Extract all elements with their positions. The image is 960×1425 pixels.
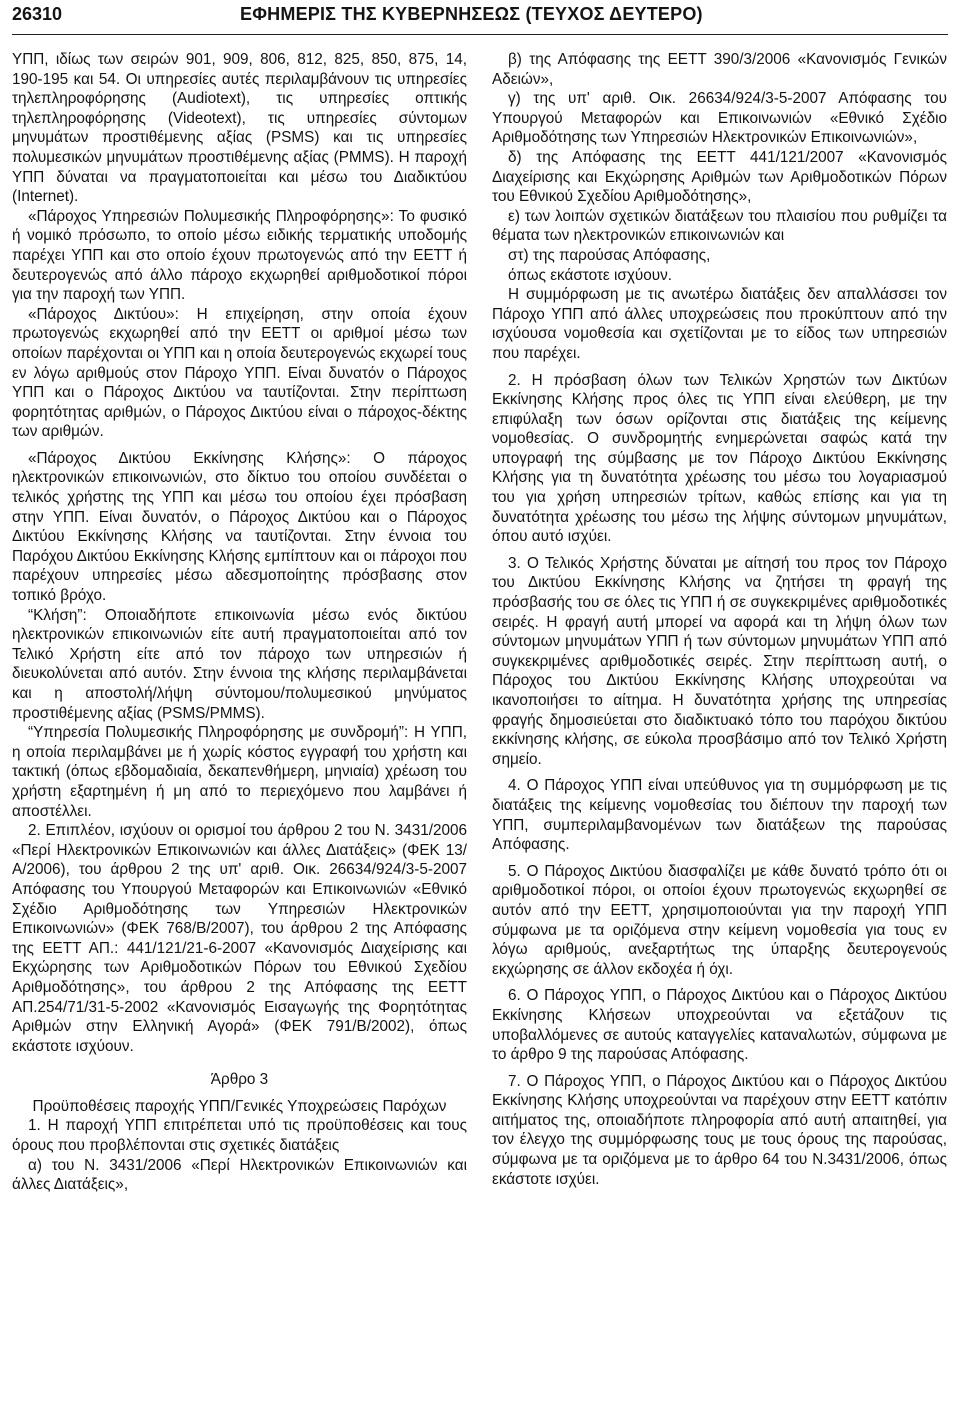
list-item-d: δ) της Απόφασης της ΕΕΤΤ 441/121/2007 «Κανονισμός Διαχείρισης και Εκχώρησης Αριθμών των Αριθμοδοτικών Πόρων του Εθνικού Σχεδίου Αριθμοδότησης», xyxy=(492,148,947,206)
left-column xyxy=(12,50,467,1195)
paragraph-3-4: 4. Ο Πάροχος ΥΠΠ είναι υπεύθυνος για τη συμμόρφωση με τις διατάξεις της κείμενης νομοθεσίας του διέπουν την παροχή των ΥΠΠ, συμπεριλαμβανομένων των διατάξεων της παρούσας Απόφασης. xyxy=(492,777,947,854)
paragraph-3-3: 3. Ο Τελικός Χρήστης δύναται με αίτησή του προς τον Πάροχο του Δικτύου Εκκίνησης Κλήσης να ζητήσει τη φραγή της πρόσβασής του σε όλες τις ΥΠΠ ή σε συγκεκριμένες αριθμοδοτικές σειρές. Η φραγή αυτή μπορεί να αφορά και τη λήψη όλων των σύντομων μηνυμάτων ΥΠΠ ή των σύντομων μηνυμάτων ΥΠΠ από συγκεκριμένες αριθμοδοτικές σειρές. Στην περίπτωση αυτή, ο Πάροχος του Δικτύου Εκκίνησης Κλήσης υποχρεούται να ικανοποιήσει το αίτημα. Η δυνατότητα χρήσης της υπηρεσίας φραγής δημοσιεύεται στο διαδικτυακό τόπο του παρόχου δικτύου εκκίνησης κλήσης, σε εύκολα προσβάσιμο από τον Τελικό Χρήστη σημείο. xyxy=(492,554,947,768)
paragraph-2: 2. Επιπλέον, ισχύουν οι ορισμοί του άρθρου 2 του Ν. 3431/2006 «Περί Ηλεκτρονικών Επικοινωνιών και άλλες Διατάξεις» (ΦΕΚ 13/Α/2006), του άρθρου 2 της υπ' αριθ. Οικ. 26634/924/3-5-2007 Απόφασης του Υπουργού Μεταφορών και Επικοινωνιών «Εθνικό Σχέδιο Αριθμοδότησης των Υπηρεσιών Ηλεκτρονικών Επικοινωνιών» (ΦΕΚ 768/Β/2007), του άρθρου 2 της Απόφασης της ΕΕΤΤ ΑΠ.: 441/121/21-6-2007 «Κανονισμός Διαχείρισης και Εκχώρησης των Αριθμοδοτικών Πόρων του Εθνικού Σχεδίου Αριθμοδότησης», του άρθρου 2 της Απόφασης της ΕΕΤΤ ΑΠ.254/71/31-5-2002 «Κανονισμός Εισαγωγής της Φορητότητας Αριθμών στην Ελληνική Αγορά» (ΦΕΚ 791/Β/2002), όπως εκάστοτε ισχύουν. xyxy=(12,822,467,1055)
definition-subscription-service: “Υπηρεσία Πολυμεσικής Πληροφόρησης με συνδρομή”: Η ΥΠΠ, η οποία περιλαμβάνει με ή χωρίς κόστος εγγραφή του χρήστη και τακτική (όπως εβδομαδιαία, δεκαπενθήμερη, μηνιαία) χρέωση του χρήστη εξαρτημένη ή μη από το περιεχόμενο που λαμβάνει ή αποστέλλει. xyxy=(12,724,467,820)
paragraph: όπως εκάστοτε ισχύουν. xyxy=(508,266,672,284)
paragraph-3-7: 7. Ο Πάροχος ΥΠΠ, ο Πάροχος Δικτύου και ο Πάροχος Δικτύου Εκκίνησης Κλήσης υποχρεούνται να παρέχουν στην ΕΕΤΤ κατόπιν αιτήματος της, οποιαδήποτε πληροφορία από αυτή απαιτηθεί, για τον έλεγχο της συμμόρφωσης τους με τους όρους της παρούσας, σύμφωνα με τα οριζόμενα με το άρθρο 64 του Ν.3431/2006, όπως εκάστοτε ισχύει. xyxy=(492,1072,947,1188)
page-number: 26310 xyxy=(12,4,63,24)
definition-call: “Κλήση”: Οποιαδήποτε επικοινωνία μέσω ενός δικτύου ηλεκτρονικών επικοινωνιών είτε αυτή πραγματοποιείται από τον Τελικό Χρήστη είτε από τον πάροχο των υπηρεσιών ή διευκολύνεται από αυτόν. Στην έννοια της κλήσης περιλαμβάνεται και η αποστολή/λήψη σύντομου/πολυμεσικού μηνύματος προστιθέμενης αξίας (PSMS/PMMS). xyxy=(12,606,467,722)
header-divider xyxy=(12,34,948,35)
paragraph-compliance: Η συμμόρφωση με τις ανωτέρω διατάξεις δεν απαλλάσσει τον Πάροχο ΥΠΠ από άλλες υποχρεώσεις που προκύπτουν από την ισχύουσα νομοθεσία και σχετίζονται με το είδος των υπηρεσιών που παρέχει. xyxy=(492,286,947,362)
page-header xyxy=(12,0,948,34)
definition-provider-ypp: «Πάροχος Υπηρεσιών Πολυμεσικής Πληροφόρησης»: Το φυσικό ή νομικό πρόσωπο, το οποίο μέσω ειδικής τερματικής υποδομής παρέχει ΥΠΠ και στο οποίο έχουν πρωτογενώς από την ΕΕΤΤ ή δευτερογενώς από άλλο πάροχο εκχωρηθεί αριθμοδοτικοί πόροι για την παροχή των ΥΠΠ. xyxy=(12,207,467,304)
list-item-c: γ) της υπ' αριθ. Οικ. 26634/924/3-5-2007 Απόφασης του Υπουργού Μεταφορών και Επικοινωνιών «Εθνικό Σχέδιο Αριθμοδότησης των Υπηρεσιών Ηλεκτρονικών Επικοινωνιών», xyxy=(492,90,947,147)
paragraph-article-3-1: 1. Η παροχή ΥΠΠ επιτρέπεται υπό τις προϋποθέσεις και τους όρους που προβλέπονται στις σχετικές διατάξεις xyxy=(12,1117,467,1155)
paragraph-3-5: 5. Ο Πάροχος Δικτύου διασφαλίζει με κάθε δυνατό τρόπο ότι οι αριθμοδοτικοί πόροι, οι οποίοι έχουν πρωτογενώς εκχωρηθεί σε αυτόν από την ΕΕΤΤ, χρησιμοποιούνται για την παροχή ΥΠΠ σύμφωνα με τα οριζόμενα στην κείμενη νομοθεσία για τους εν λόγω αριθμούς, ανεξαρτήτως της ύπαρξης δευτερογενούς εκχώρησης σε άλλον εκδοχέα ή όχι. xyxy=(492,862,947,978)
paragraph-3-2: 2. Η πρόσβαση όλων των Τελικών Χρηστών των Δικτύων Εκκίνησης Κλήσης προς όλες τις ΥΠΠ είναι ελεύθερη, με την επιφύλαξη των όσων ορίζονται στις διατάξεις της κείμενης νομοθεσίας. Ο συνδρομητής ενημερώνεται σαφώς κατά την υπογραφή της σύμβασης με τον Πάροχο Δικτύου Εκκίνησης Κλήσης για τη δυνατότητα χρέωσης του μέσω του λογαριασμού του για χρήση υπηρεσιών τρίτων, καθώς επίσης και για τη δυνατότητα χρέωσης του μέσω της λήψης σύντομων μηνυμάτων, όπου αυτό ισχύει. xyxy=(492,371,947,546)
list-item-f: στ) της παρούσας Απόφασης, xyxy=(508,246,711,264)
article-heading: Άρθρο 3 xyxy=(210,1071,269,1089)
right-column xyxy=(492,50,947,1189)
article-title: Προϋποθέσεις παροχής ΥΠΠ/Γενικές Υποχρεώσεις Παρόχων xyxy=(32,1097,447,1115)
paragraph-3-6: 6. Ο Πάροχος ΥΠΠ, ο Πάροχος Δικτύου και ο Πάροχος Δικτύου Εκκίνησης Κλήσεων υποχρεούνται να εξετάζουν τις υποβαλλόμενες σε αυτούς καταγγελίες καταναλωτών, σύμφωνα με το άρθρο 9 της παρούσας Απόφασης. xyxy=(492,987,947,1064)
definition-origination-provider: «Πάροχος Δικτύου Εκκίνησης Κλήσης»: Ο πάροχος ηλεκτρονικών επικοινωνιών, στο δίκτυο του οποίου συνδέεται ο τελικός χρήστης της ΥΠΠ και μέσω του οποίου έχει πρόσβαση στην ΥΠΠ. Είναι δυνατόν, ο Πάροχος Δικτύου και ο Πάροχος Δικτύου Εκκίνησης Κλήσης να ταυτίζονται. Στην έννοια του Παρόχου Δικτύου Εκκίνησης Κλήσης εμπίπτουν και οι πάροχοι που παρέχουν υπηρεσίες μέσω αδεσμοποίητης πρόσβασης στον τοπικό βρόχο. xyxy=(12,449,467,605)
paragraph: ΥΠΠ, ιδίως των σειρών 901, 909, 806, 812, 825, 850, 875, 14, 190-195 και 54. Οι υπηρεσίες αυτές περιλαμβάνουν τις υπηρεσίες τηλεπληροφόρησης (Audiotext), τις υπηρεσίες οπτικής τηλεπληροφόρησης (Videotext), τις υπηρεσίες σύντομων μηνυμάτων προστιθέμενης αξίας (PSMS) και τις υπηρεσίες πολυμεσικών μηνυμάτων προστιθέμενης αξίας (PMMS). Η παροχή ΥΠΠ δύναται να πραγματοποιείται και μέσω του Διαδικτύου (Internet). xyxy=(12,51,467,206)
list-item-a: α) του Ν. 3431/2006 «Περί Ηλεκτρονικών Επικοινωνιών και άλλες Διατάξεις», xyxy=(12,1156,467,1194)
running-title: ΕΦΗΜΕΡΙΣ ΤΗΣ ΚΥΒΕΡΝΗΣΕΩΣ (ΤΕΥΧΟΣ ΔΕΥΤΕΡΟ) xyxy=(240,4,703,24)
list-item-b: β) της Απόφασης της ΕΕΤΤ 390/3/2006 «Κανονισμός Γενικών Αδειών», xyxy=(492,51,947,88)
list-item-e: ε) των λοιπών σχετικών διατάξεων του πλαισίου που ρυθμίζει τα θέματα των ηλεκτρονικών επικοινωνιών και xyxy=(492,207,947,245)
definition-network-provider: «Πάροχος Δικτύου»: Η επιχείρηση, στην οποία έχουν πρωτογενώς εκχωρηθεί από την ΕΕΤΤ οι αριθμοί μέσω των οποίων παρέχονται οι ΥΠΠ και η οποία δευτερογενώς εκχωρεί τους εν λόγω αριθμούς στον Πάροχο ΥΠΠ. Είναι δυνατόν ο Πάροχος ΥΠΠ και ο Πάροχος Δικτύου να ταυτίζονται. Στην περίπτωση φορητότητας αριθμών, ο Πάροχος Δικτύου είναι ο πάροχος-δέκτης των αριθμών. xyxy=(12,305,467,441)
